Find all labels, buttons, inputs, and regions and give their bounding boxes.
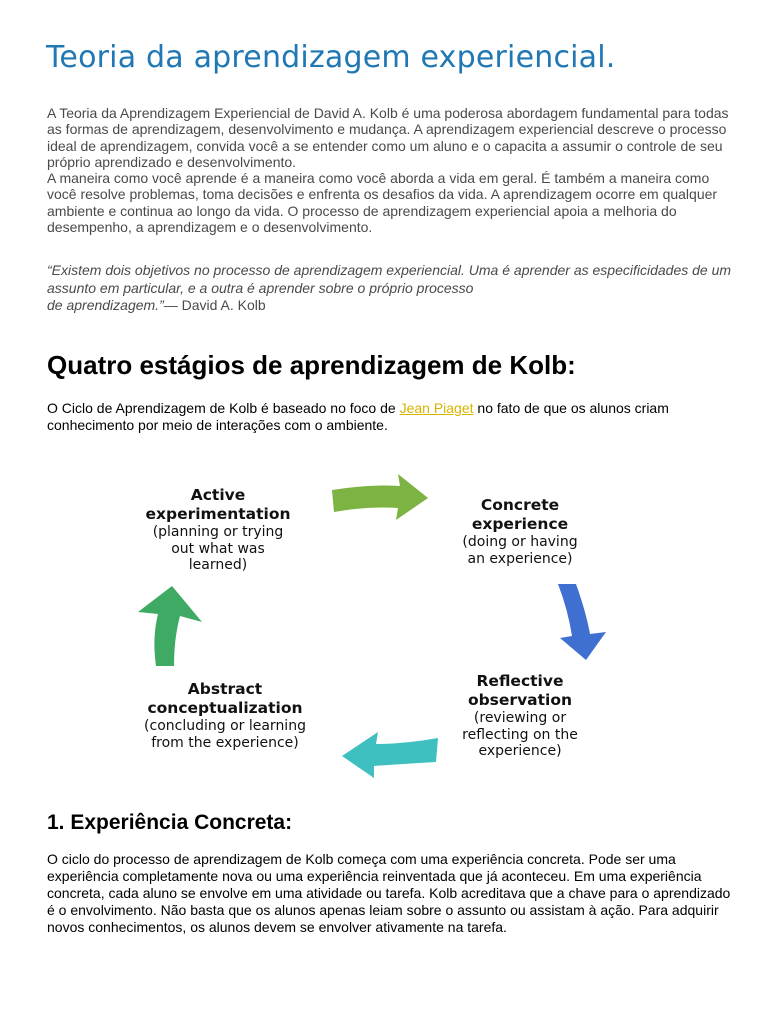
emerald-arrow-icon [132,584,212,668]
page-title: Teoria da aprendizagem experiencial. [46,40,616,75]
stage-abstract-desc: (concluding or learning from the experience) [144,718,306,751]
emerald-arrow-shape [138,586,202,666]
cycle-intro-text [47,400,737,434]
green-arrow-icon [330,472,430,522]
blue-arrow-icon [540,582,610,662]
stage-active-experimentation [118,486,318,574]
section-heading: Quatro estágios de aprendizagem de Kolb: [47,350,576,380]
blue-arrow-shape [558,584,606,660]
stage-reflective-title: Reflective observation [467,672,573,709]
subsection-heading: 1. Experiência Concreta: [47,811,293,834]
jean-piaget-link[interactable]: Jean Piaget [399,400,474,416]
teal-arrow-icon [340,730,440,780]
stage-reflective-observation [420,672,620,760]
stage-concrete-experience [420,496,620,567]
stage-active-desc: (planning or trying out what was learned) [152,524,284,573]
kolb-cycle-diagram [100,460,660,790]
intro-paragraph-2: A maneira como você aprende é a maneira como você aborda a vida em geral. É também a maneira como você resolve problemas, toma decisões e enfrenta os desafios da vida. A aprendizagem ocorre em qualquer ambiente e continua ao longo da vida. O processo de aprendizagem experiencial apoia a melhoria do desempenho, a aprendizagem e o desenvolvimento. [47,170,718,236]
teal-arrow-shape [342,732,438,778]
cycle-intro-before: O Ciclo de Aprendizagem de Kolb é baseado no foco de [47,400,400,416]
stage-active-title: Active experimentation [145,486,291,523]
stage-abstract-title: Abstract conceptualization [147,680,303,717]
quote-text: “Existem dois objetivos no processo de aprendizagem experiencial. Uma é aprender as especificidades de um assunto em particular, e a outra é aprender sobre o próprio processo [47,262,732,296]
kolb-quote [47,262,737,315]
intro-text [47,105,737,235]
intro-paragraph-1: A Teoria da Aprendizagem Experiencial de David A. Kolb é uma poderosa abordagem fundamental para todas as formas de aprendizagem, desenvolvimento e mudança. A aprendizagem experiencial descreve o processo ideal de aprendizagem, convida você a se entender como um aluno e o capacita a assumir o controle de seu próprio aprendizado e desenvolvimento. [47,105,729,170]
quote-author: — David A. Kolb [163,297,266,313]
green-arrow-shape [332,474,428,520]
stage-concrete-desc: (doing or having an experience) [462,534,578,567]
subsection-body: O ciclo do processo de aprendizagem de Kolb começa com uma experiência concreta. Pode ser uma experiência completamente nova ou uma experiência reinventada que já aconteceu. Em uma experiência concreta, cada aluno se envolve em uma atividade ou tarefa. Kolb acreditava que a chave para o aprendizado é o envolvimento. Não basta que os alunos apenas leiam sobre o assunto ou assistam à ação. Para adquirir novos conhecimentos, os alunos devem se envolver ativamente na tarefa. [47,851,731,935]
quote-text-end: de aprendizagem.” [47,297,164,313]
stage-concrete-title: Concrete experience [471,496,569,533]
stage-reflective-desc: (reviewing or reflecting on the experience) [462,710,578,759]
stage-abstract-conceptualization [100,680,350,751]
cycle-intro-after: no fato de que os alunos criam conhecimento por meio de interações com o ambiente. [47,400,669,433]
